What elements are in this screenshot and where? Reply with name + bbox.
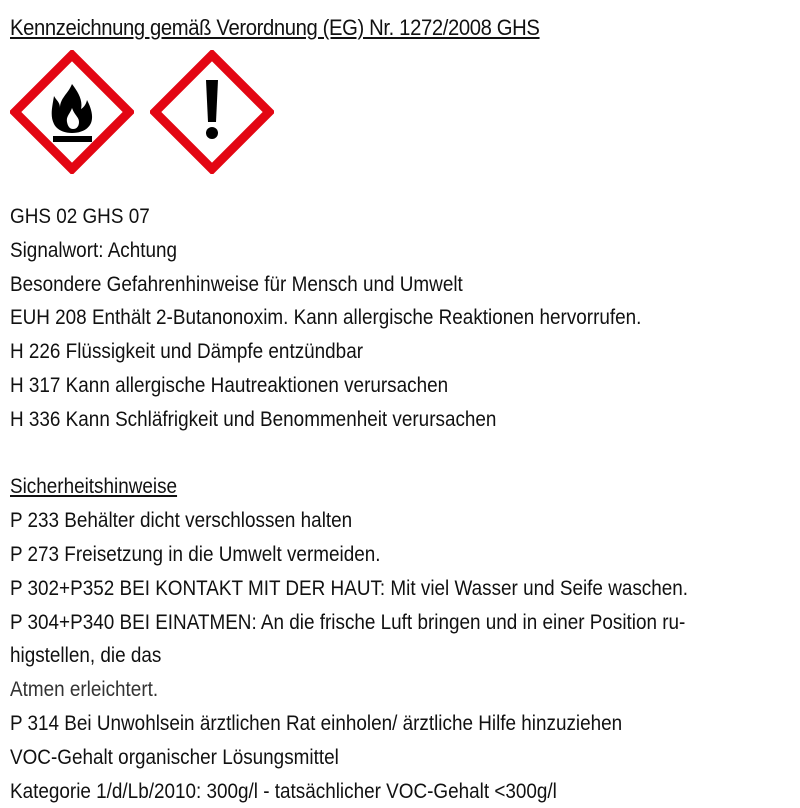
precaution-statement: P 273 Freisetzung in die Umwelt vermeiden. <box>10 542 381 566</box>
hazard-heading: Besondere Gefahrenhinweise für Mensch und Umwelt <box>10 272 463 296</box>
ghs02-flame-pictogram <box>10 50 134 174</box>
label-document <box>10 14 790 808</box>
precaution-statement: P 314 Bei Unwohlsein ärztlichen Rat einholen/ ärztliche Hilfe hinzuziehen <box>10 711 623 735</box>
hazard-statement: EUH 208 Enthält 2-Butanonoxim. Kann allergische Reaktionen hervorrufen. <box>10 306 642 330</box>
voc-value: Kategorie 1/d/Lb/2010: 300g/l - tatsächlicher VOC-Gehalt <300g/l <box>10 779 557 803</box>
document-title: Kennzeichnung gemäß Verordnung (EG) Nr. 1272/2008 GHS <box>10 15 540 40</box>
ghs07-exclamation-pictogram <box>150 50 274 174</box>
voc-label: VOC-Gehalt organischer Lösungsmittel <box>10 745 339 769</box>
precaution-statement: higstellen, die das <box>10 644 162 668</box>
spacer <box>10 437 790 471</box>
precaution-statement: P 233 Behälter dicht verschlossen halten <box>10 509 353 533</box>
label-text <box>10 200 790 808</box>
hazard-statement: H 317 Kann allergische Hautreaktionen verursachen <box>10 373 449 397</box>
precaution-statement: P 304+P340 BEI EINATMEN: An die frische Luft bringen und in einer Position ru- <box>10 610 686 634</box>
flame-icon <box>10 50 134 174</box>
hazard-statement: H 336 Kann Schläfrigkeit und Benommenheit verursachen <box>10 407 497 431</box>
hazard-statement: H 226 Flüssigkeit und Dämpfe entzündbar <box>10 340 364 364</box>
precaution-statement: P 302+P352 BEI KONTAKT MIT DER HAUT: Mit viel Wasser und Seife waschen. <box>10 576 689 600</box>
ghs-codes: GHS 02 GHS 07 <box>10 205 150 228</box>
signal-word: Signalwort: Achtung <box>10 238 178 262</box>
safety-heading: Sicherheitshinweise <box>10 475 178 499</box>
exclamation-mark-icon <box>150 50 274 174</box>
ghs-pictograms <box>10 50 790 186</box>
precaution-statement: Atmen erleichtert. <box>10 678 159 702</box>
